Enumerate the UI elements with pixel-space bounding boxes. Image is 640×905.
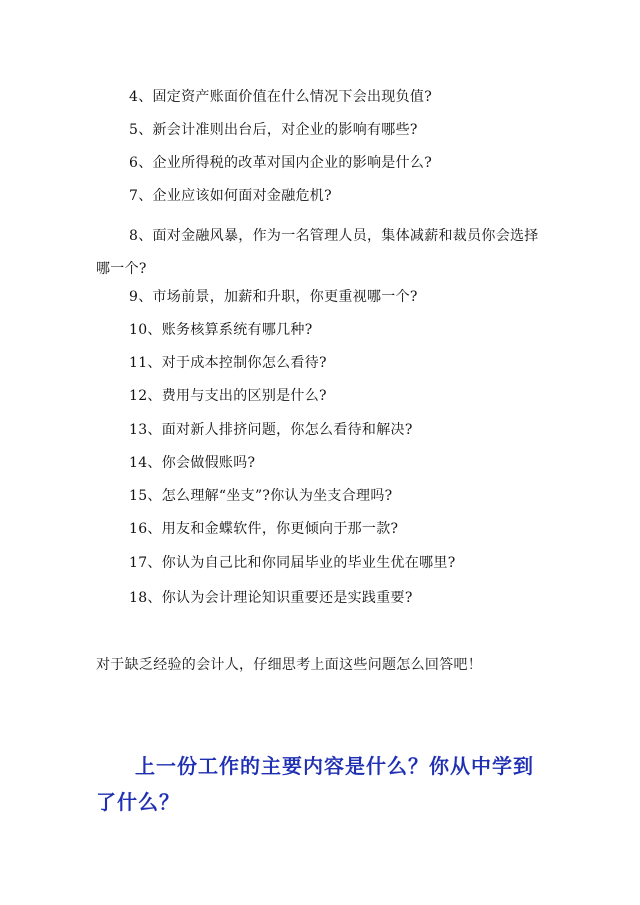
question-13: 13、面对新人排挤问题，你怎么看待和解决? <box>129 422 413 438</box>
question-7: 7、企业应该如何面对金融危机? <box>129 188 332 204</box>
question-17: 17、你认为自己比和你同届毕业的毕业生优在哪里? <box>129 555 456 571</box>
question-5: 5、新会计准则出台后，对企业的影响有哪些? <box>129 122 418 138</box>
question-4: 4、固定资产账面价值在什么情况下会出现负值? <box>129 89 433 105</box>
question-9: 9、市场前景，加薪和升职，你更重视哪一个? <box>129 289 418 305</box>
closing-note: 对于缺乏经验的会计人，仔细思考上面这些问题怎么回答吧！ <box>96 657 483 673</box>
question-11: 11、对于成本控制你怎么看待? <box>129 355 327 371</box>
question-8: 8、面对金融风暴，作为一名管理人员，集体减薪和裁员你会选择哪一个? <box>96 228 539 277</box>
section-heading: 上一份工作的主要内容是什么？你从中学到了什么？ <box>96 754 534 814</box>
question-6: 6、企业所得税的改革对国内企业的影响是什么? <box>129 155 433 171</box>
question-15: 15、怎么理解“坐支”?你认为坐支合理吗? <box>129 488 393 504</box>
question-10: 10、账务核算系统有哪几种? <box>129 322 313 338</box>
question-14: 14、你会做假账吗? <box>129 455 256 471</box>
question-12: 12、费用与支出的区别是什么? <box>129 388 327 404</box>
question-16: 16、用友和金蝶软件，你更倾向于那一款? <box>129 521 399 537</box>
question-18: 18、你认为会计理论知识重要还是实践重要? <box>129 590 413 606</box>
